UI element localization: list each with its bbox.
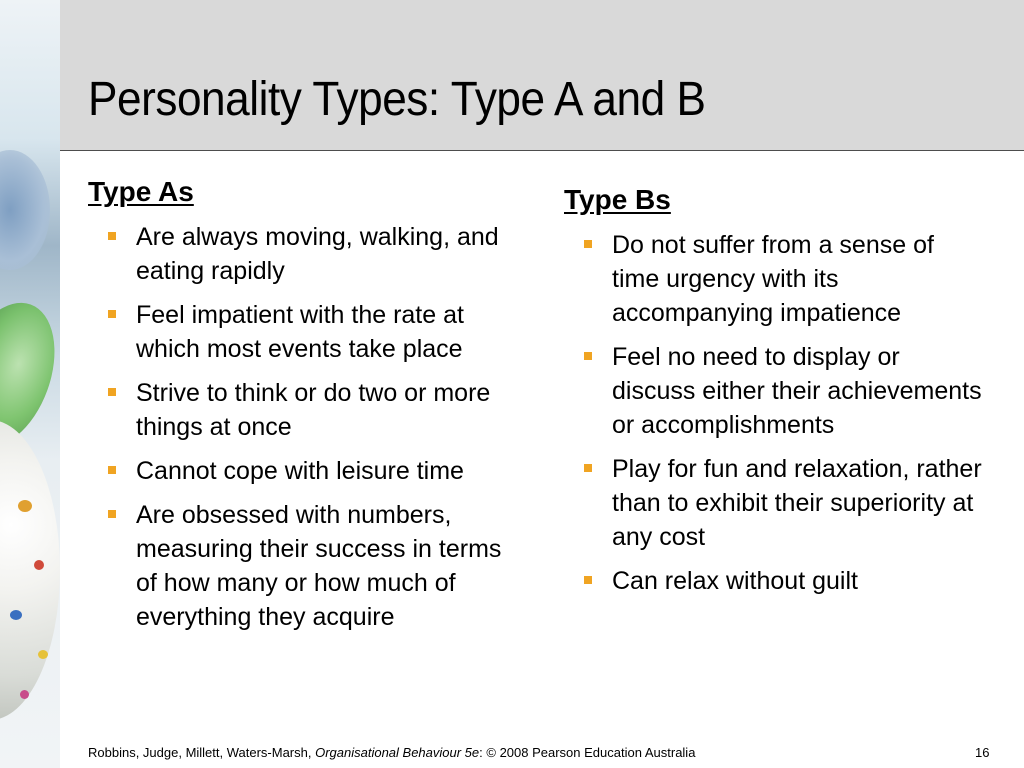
square-bullet-icon — [108, 232, 116, 240]
decorative-side-image — [0, 0, 60, 768]
footer-copyright: : © 2008 Pearson Education Australia — [479, 745, 696, 760]
list-item — [88, 298, 528, 366]
decor-marble-shape — [0, 420, 60, 720]
list-item-text: Do not suffer from a sense of time urgency with its accompanying impatience — [612, 231, 934, 327]
type-b-column — [564, 184, 984, 608]
list-item-text: Are obsessed with numbers, measuring their success in terms of how many or how much of everything they acquire — [136, 501, 502, 631]
type-b-list — [564, 228, 984, 598]
list-item-text: Play for fun and relaxation, rather than to exhibit their superiority at any cost — [612, 455, 982, 551]
slide-title: Personality Types: Type A and B — [88, 73, 706, 126]
list-item — [88, 498, 528, 634]
square-bullet-icon — [108, 310, 116, 318]
decor-dot — [34, 560, 44, 570]
square-bullet-icon — [584, 352, 592, 360]
list-item — [564, 340, 984, 442]
decor-dot — [20, 690, 29, 699]
decor-blue-shape — [0, 150, 50, 270]
list-item-text: Are always moving, walking, and eating rapidly — [136, 223, 499, 285]
list-item — [88, 454, 528, 488]
footer-authors: Robbins, Judge, Millett, Waters-Marsh, — [88, 745, 316, 760]
square-bullet-icon — [584, 240, 592, 248]
square-bullet-icon — [584, 576, 592, 584]
list-item — [88, 220, 528, 288]
square-bullet-icon — [108, 466, 116, 474]
list-item-text: Cannot cope with leisure time — [136, 457, 464, 485]
list-item — [564, 228, 984, 330]
decor-dot — [38, 650, 48, 659]
square-bullet-icon — [108, 510, 116, 518]
type-b-heading: Type Bs — [564, 184, 671, 215]
list-item — [564, 564, 984, 598]
page-number: 16 — [975, 745, 990, 760]
square-bullet-icon — [108, 388, 116, 396]
type-a-heading: Type As — [88, 176, 194, 207]
list-item-text: Feel impatient with the rate at which most events take place — [136, 301, 464, 363]
list-item-text: Strive to think or do two or more things at once — [136, 379, 491, 441]
slide-footer — [88, 745, 695, 760]
footer-book-title: Organisational Behaviour 5e — [315, 745, 480, 760]
type-a-column — [88, 176, 528, 644]
list-item — [564, 452, 984, 554]
decor-dot — [18, 500, 32, 512]
list-item-text: Feel no need to display or discuss either their achievements or accomplishments — [612, 343, 982, 439]
list-item — [88, 376, 528, 444]
decor-dot — [10, 610, 22, 620]
square-bullet-icon — [584, 464, 592, 472]
type-a-list — [88, 220, 528, 634]
list-item-text: Can relax without guilt — [612, 567, 858, 595]
